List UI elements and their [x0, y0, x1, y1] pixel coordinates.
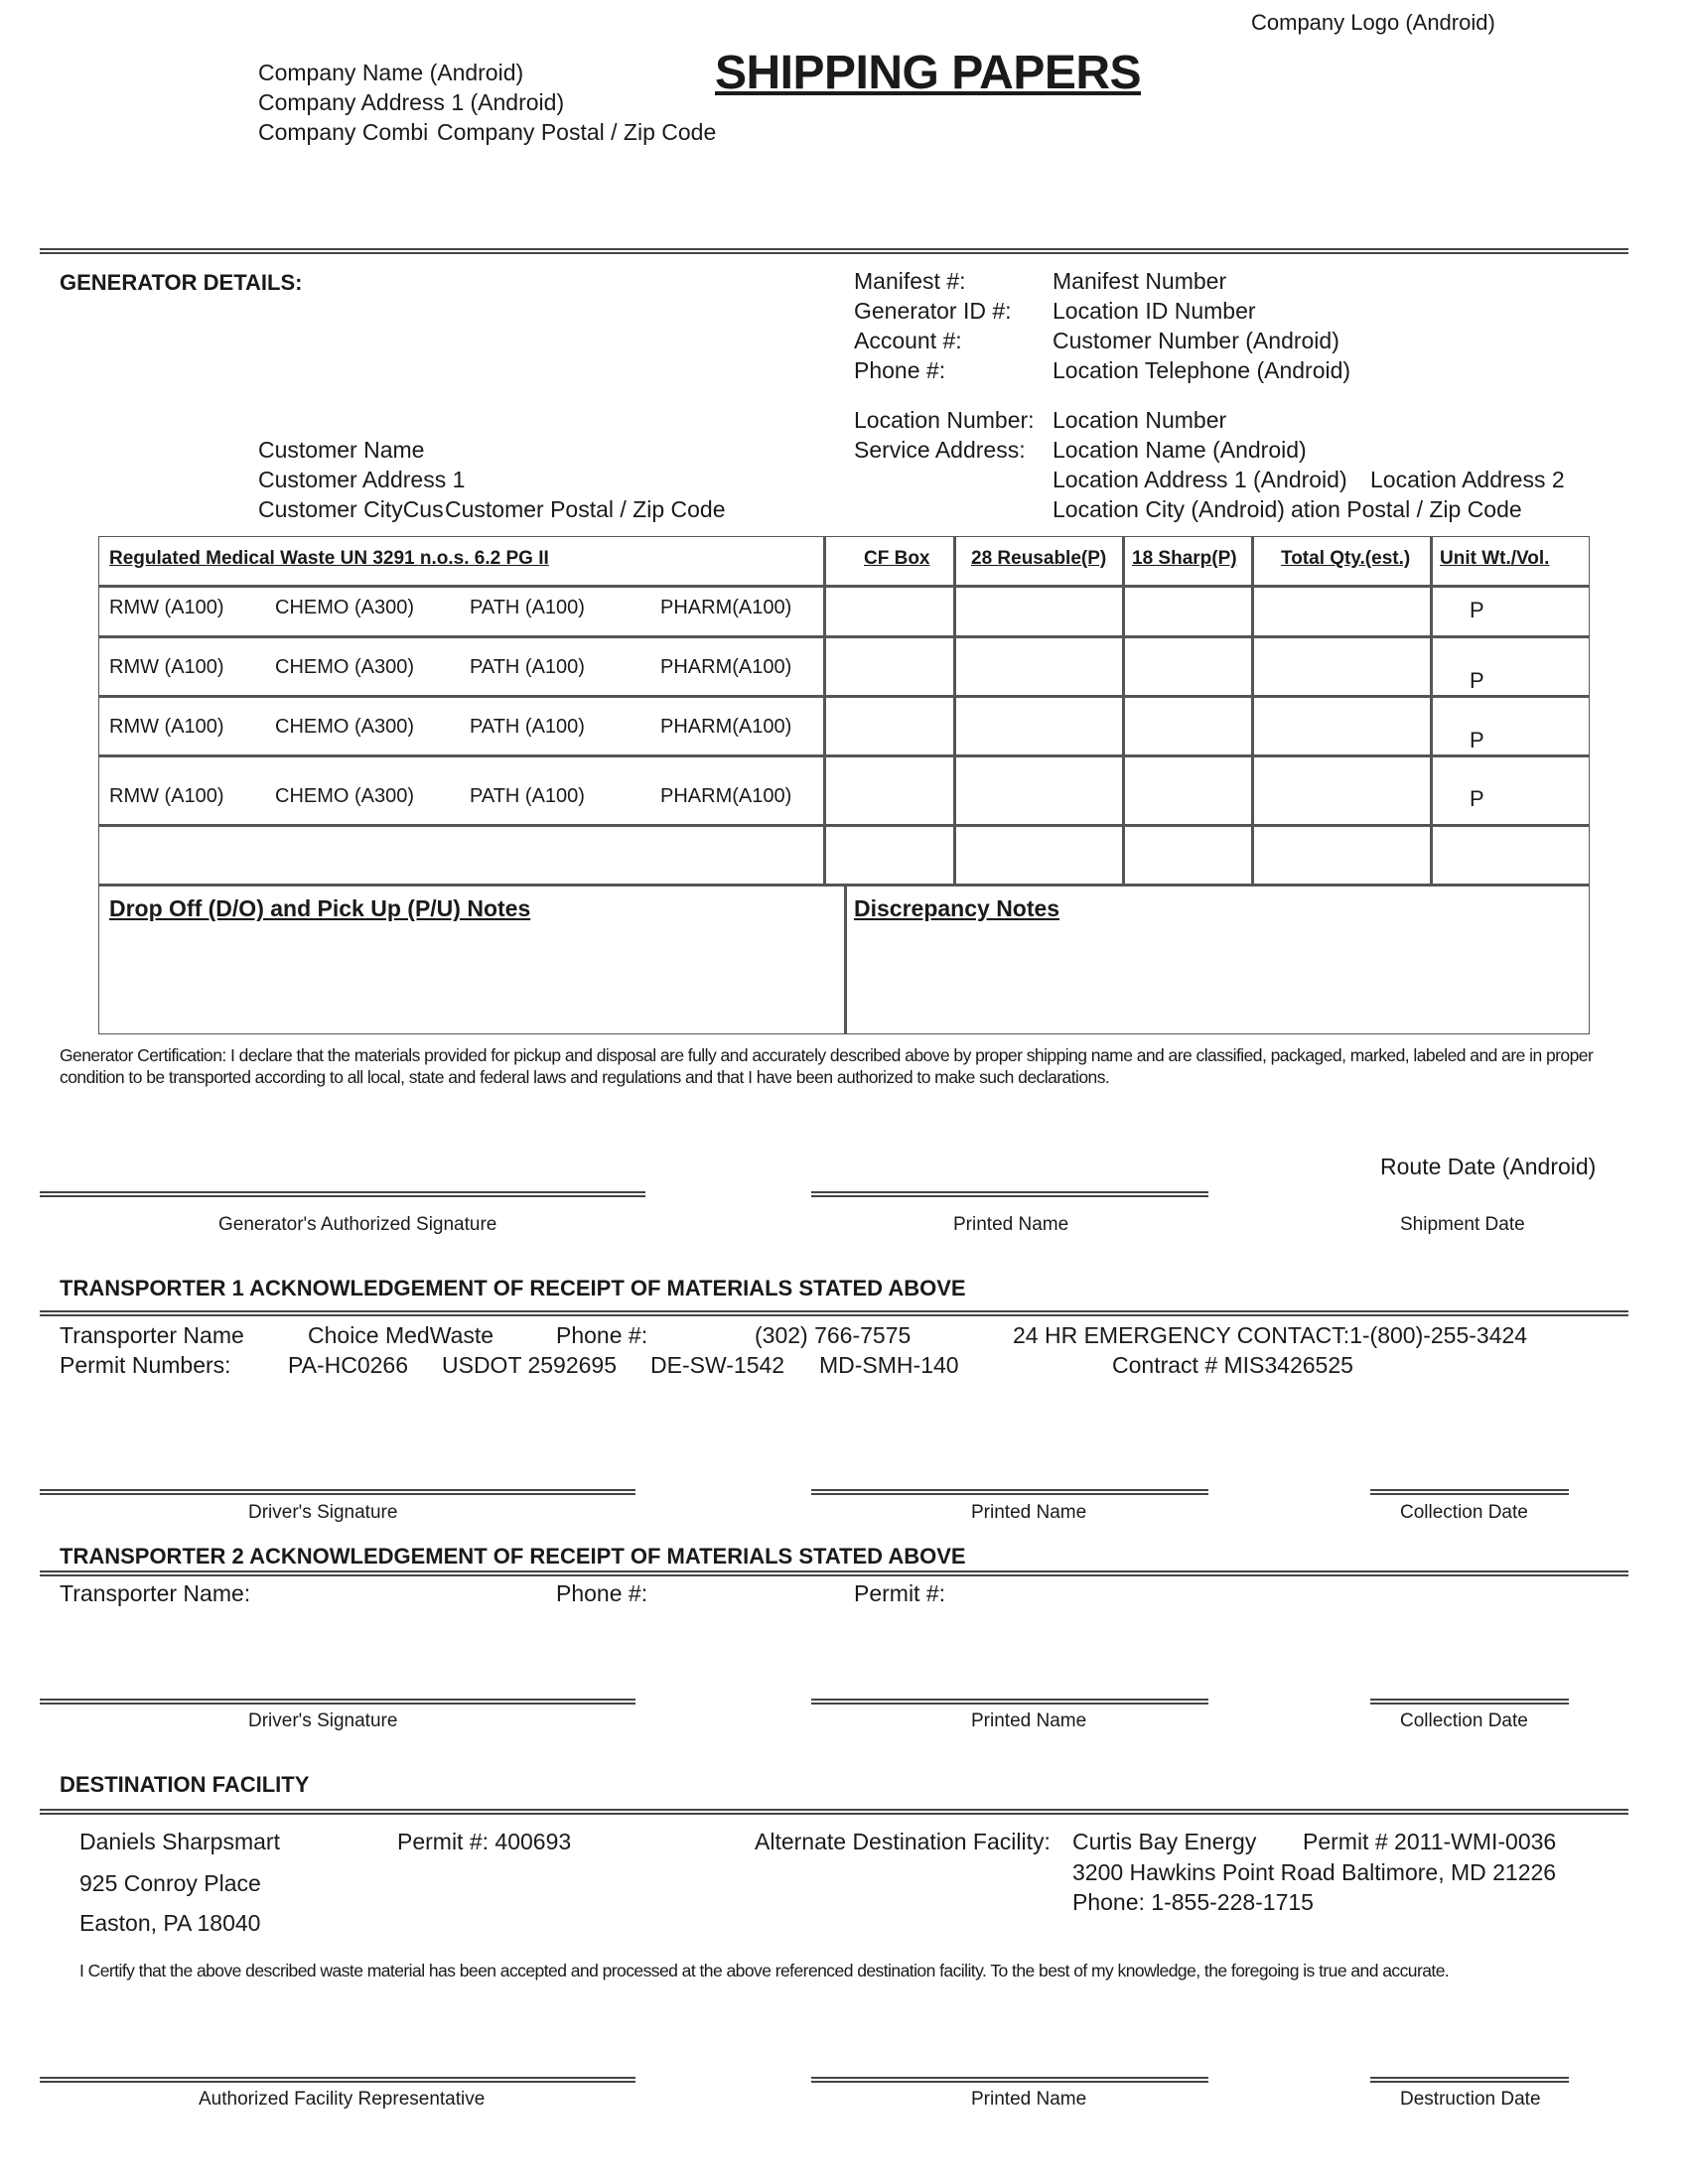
col-header-total-qty: Total Qty.(est.) — [1281, 548, 1411, 569]
table-row-pharm: PHARM(A100) — [660, 597, 792, 618]
alt-destination-permit: Permit # 2011-WMI-0036 — [1303, 1829, 1557, 1854]
page-title: SHIPPING PAPERS — [715, 47, 1142, 99]
table-row-chemo: CHEMO (A300) — [275, 597, 415, 618]
table-row-pharm: PHARM(A100) — [660, 656, 792, 678]
table-row-rmw: RMW (A100) — [109, 716, 224, 738]
signature-line — [811, 2077, 1208, 2083]
company-address: Company Address 1 (Android) — [258, 89, 565, 115]
destruction-date-label: Destruction Date — [1400, 2089, 1541, 2110]
collection-date-label: Collection Date — [1400, 1710, 1528, 1731]
transporter1-phone-value: (302) 766-7575 — [755, 1322, 912, 1348]
transporter1-heading: TRANSPORTER 1 ACKNOWLEDGEMENT OF RECEIPT OF MATERIALS STATED ABOVE — [60, 1276, 966, 1300]
destination-address: 925 Conroy Place — [79, 1870, 261, 1896]
transporter1-name-label: Transporter Name — [60, 1322, 244, 1348]
table-row-rmw: RMW (A100) — [109, 597, 224, 618]
manifest-label: Manifest #: — [854, 268, 966, 294]
signature-line — [811, 1191, 1208, 1197]
destination-certification: I Certify that the above described waste material has been accepted and processed at the above referenced destination facility. To the best of my knowledge, the foregoing is true and accurate. — [79, 1961, 1450, 1980]
service-address-label: Service Address: — [854, 437, 1026, 463]
table-row-path: PATH (A100) — [470, 785, 585, 807]
generator-certification: Generator Certification: I declare that the materials provided for pickup and disposal are fully and accurately described above by proper shipping name and are classified, packaged, marked, labeled and are in proper condition to be transported according to all local, state and federal laws and regulations and that I have been authorized to make such declarations. — [60, 1045, 1594, 1087]
table-row-unit: P — [1470, 786, 1484, 811]
signature-line — [40, 1191, 645, 1197]
account-label: Account #: — [854, 328, 962, 353]
destination-heading: DESTINATION FACILITY — [60, 1772, 310, 1797]
col-header-reusable: 28 Reusable(P) — [971, 548, 1107, 569]
table-row-rmw: RMW (A100) — [109, 656, 224, 678]
col-header-sharp: 18 Sharp(P) — [1132, 548, 1237, 569]
table-row-unit: P — [1470, 598, 1484, 622]
transporter2-heading: TRANSPORTER 2 ACKNOWLEDGEMENT OF RECEIPT OF MATERIALS STATED ABOVE — [60, 1544, 966, 1569]
facility-representative-label: Authorized Facility Representative — [199, 2089, 486, 2110]
col-header-description: Regulated Medical Waste UN 3291 n.o.s. 6.2 PG II — [109, 548, 549, 569]
permit-number: USDOT 2592695 — [442, 1352, 618, 1378]
destination-name: Daniels Sharpsmart — [79, 1829, 280, 1854]
discrepancy-notes-label: Discrepancy Notes — [854, 895, 1060, 921]
dropoff-notes-label: Drop Off (D/O) and Pick Up (P/U) Notes — [109, 895, 531, 921]
location-number-label: Location Number: — [854, 407, 1035, 433]
transporter2-name-label: Transporter Name: — [60, 1580, 251, 1606]
signature-line — [40, 2077, 635, 2083]
driver-signature-label: Driver's Signature — [248, 1502, 398, 1523]
alt-destination-label: Alternate Destination Facility: — [755, 1829, 1051, 1854]
generator-signature-label: Generator's Authorized Signature — [218, 1214, 497, 1235]
location-address1: Location Address 1 (Android) — [1053, 467, 1347, 492]
signature-line — [1370, 1699, 1569, 1705]
printed-name-label: Printed Name — [971, 1502, 1087, 1523]
permit-number: MD-SMH-140 — [819, 1352, 959, 1378]
driver-signature-label: Driver's Signature — [248, 1710, 398, 1731]
table-row-pharm: PHARM(A100) — [660, 716, 792, 738]
table-row-chemo: CHEMO (A300) — [275, 785, 415, 807]
divider — [40, 1570, 1628, 1576]
location-city: Location City (Android) — [1053, 496, 1285, 522]
generator-id-value: Location ID Number — [1053, 298, 1256, 324]
transporter2-permit-label: Permit #: — [854, 1580, 946, 1606]
shipment-date-label: Shipment Date — [1400, 1214, 1525, 1235]
destination-city: Easton, PA 18040 — [79, 1910, 261, 1936]
printed-name-label: Printed Name — [971, 2089, 1087, 2110]
location-postal: ation Postal / Zip Code — [1291, 496, 1522, 522]
company-logo: Company Logo (Android) — [1251, 10, 1495, 35]
signature-line — [40, 1489, 635, 1495]
transporter1-phone-label: Phone #: — [556, 1322, 648, 1348]
divider — [40, 1809, 1628, 1815]
phone-label: Phone #: — [854, 357, 946, 383]
table-row-path: PATH (A100) — [470, 656, 585, 678]
manifest-value: Manifest Number — [1053, 268, 1227, 294]
divider — [40, 248, 1628, 254]
col-header-cf-box: CF Box — [864, 548, 930, 569]
signature-line — [1370, 1489, 1569, 1495]
company-postal: Company Postal / Zip Code — [437, 119, 717, 145]
permit-number: DE-SW-1542 — [650, 1352, 785, 1378]
transporter2-phone-label: Phone #: — [556, 1580, 648, 1606]
customer-city: Customer CityCus — [258, 496, 444, 522]
signature-line — [811, 1489, 1208, 1495]
company-city: Company Combi — [258, 119, 429, 145]
table-row-path: PATH (A100) — [470, 597, 585, 618]
account-value: Customer Number (Android) — [1053, 328, 1339, 353]
location-name: Location Name (Android) — [1053, 437, 1307, 463]
permit-numbers-label: Permit Numbers: — [60, 1352, 231, 1378]
transporter1-name-value: Choice MedWaste — [308, 1322, 494, 1348]
location-address2: Location Address 2 — [1370, 467, 1565, 492]
signature-line — [40, 1699, 635, 1705]
divider — [40, 1310, 1628, 1316]
route-date: Route Date (Android) — [1380, 1154, 1597, 1179]
collection-date-label: Collection Date — [1400, 1502, 1528, 1523]
signature-line — [1370, 2077, 1569, 2083]
alt-destination-name: Curtis Bay Energy — [1072, 1829, 1257, 1854]
signature-line — [811, 1699, 1208, 1705]
table-row-chemo: CHEMO (A300) — [275, 656, 415, 678]
permit-number: PA-HC0266 — [288, 1352, 409, 1378]
customer-name: Customer Name — [258, 437, 425, 463]
table-row-pharm: PHARM(A100) — [660, 785, 792, 807]
table-row-path: PATH (A100) — [470, 716, 585, 738]
generator-heading: GENERATOR DETAILS: — [60, 270, 303, 295]
alt-destination-address: 3200 Hawkins Point Road Baltimore, MD 21226 — [1072, 1859, 1557, 1885]
company-name: Company Name (Android) — [258, 60, 524, 85]
table-row-chemo: CHEMO (A300) — [275, 716, 415, 738]
table-row-unit: P — [1470, 728, 1484, 752]
table-row-unit: P — [1470, 668, 1484, 693]
location-number-value: Location Number — [1053, 407, 1227, 433]
printed-name-label: Printed Name — [971, 1710, 1087, 1731]
emergency-contact: 24 HR EMERGENCY CONTACT:1-(800)-255-3424 — [1013, 1322, 1528, 1348]
alt-destination-phone: Phone: 1-855-228-1715 — [1072, 1889, 1314, 1915]
phone-value: Location Telephone (Android) — [1053, 357, 1351, 383]
generator-id-label: Generator ID #: — [854, 298, 1012, 324]
customer-address: Customer Address 1 — [258, 467, 466, 492]
col-header-unit-wt: Unit Wt./Vol. — [1440, 548, 1550, 569]
destination-permit: Permit #: 400693 — [397, 1829, 572, 1854]
table-row-rmw: RMW (A100) — [109, 785, 224, 807]
printed-name-label: Printed Name — [953, 1214, 1069, 1235]
customer-postal: Customer Postal / Zip Code — [445, 496, 726, 522]
contract-number: Contract # MIS3426525 — [1112, 1352, 1353, 1378]
